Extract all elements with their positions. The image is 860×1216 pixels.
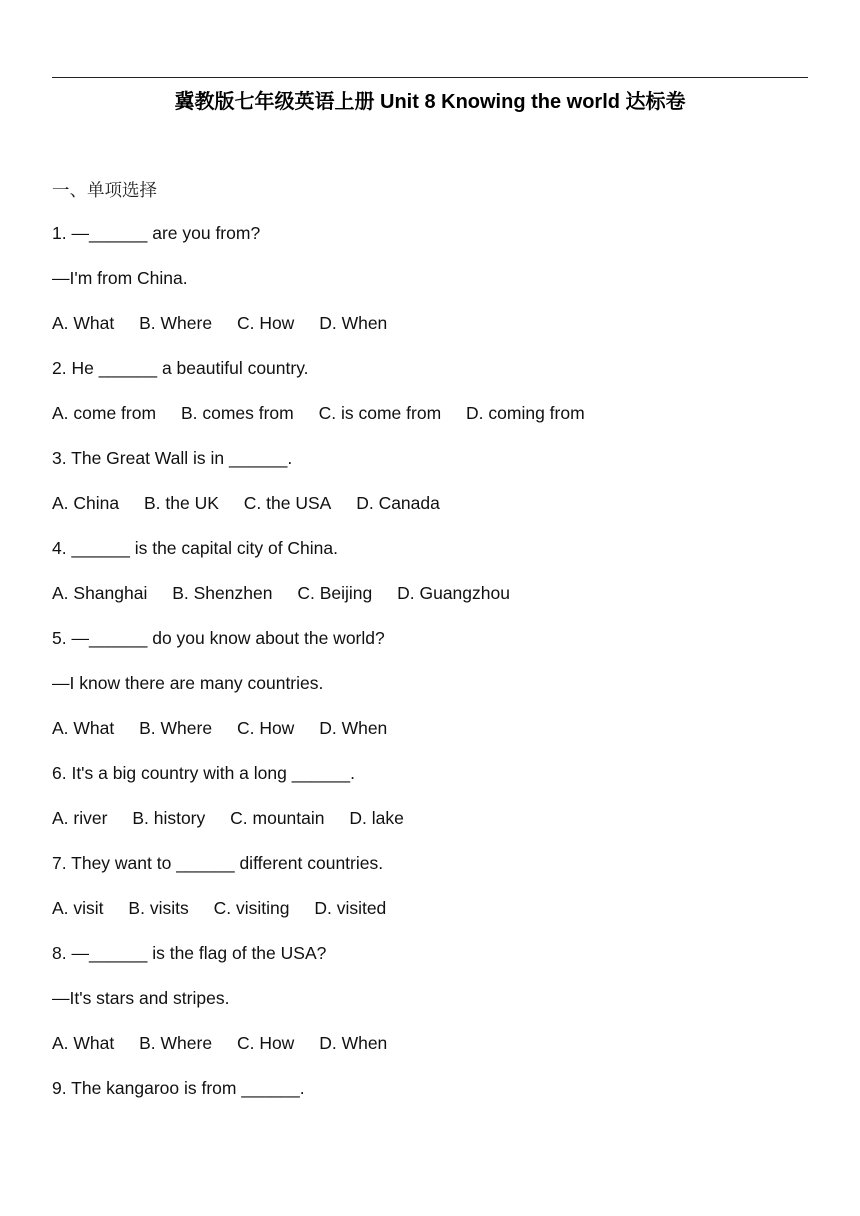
section-heading: 一、单项选择 bbox=[52, 181, 157, 201]
question-8-option-c: C. How bbox=[236, 1033, 295, 1053]
question-4-options bbox=[52, 581, 808, 626]
question-5-option-c: C. How bbox=[236, 718, 295, 738]
question-4-option-b: B. Shenzhen bbox=[172, 583, 273, 603]
document-title: 冀教版七年级英语上册 Unit 8 Knowing the world 达标卷 bbox=[174, 91, 686, 113]
question-4-option-c: C. Beijing bbox=[297, 583, 373, 603]
question-1-option-b: B. Where bbox=[139, 313, 213, 333]
question-8-option-b: B. Where bbox=[139, 1033, 213, 1053]
question-2-stem: 2. He ______ a beautiful country. bbox=[52, 358, 309, 378]
document-body bbox=[52, 176, 808, 1121]
question-1-answer-line: —I'm from China. bbox=[52, 268, 188, 288]
question-7-option-a: A. visit bbox=[52, 898, 104, 918]
question-7-options bbox=[52, 896, 808, 941]
question-6-option-a: A. river bbox=[52, 808, 108, 828]
question-2-options bbox=[52, 401, 808, 446]
question-6-option-c: C. mountain bbox=[230, 808, 325, 828]
question-8-answer-line: —It's stars and stripes. bbox=[52, 988, 230, 1008]
question-4-stem: 4. ______ is the capital city of China. bbox=[52, 538, 339, 558]
question-2-option-a: A. come from bbox=[52, 403, 157, 423]
question-5-answer-line: —I know there are many countries. bbox=[52, 673, 324, 693]
question-5-option-d: D. When bbox=[319, 718, 388, 738]
question-3-option-b: B. the UK bbox=[144, 493, 219, 513]
question-4-option-d: D. Guangzhou bbox=[397, 583, 510, 603]
question-7-stem: 7. They want to ______ different countries. bbox=[52, 853, 384, 873]
question-7-option-c: C. visiting bbox=[213, 898, 290, 918]
question-8-options bbox=[52, 1031, 808, 1076]
question-1-option-d: D. When bbox=[319, 313, 388, 333]
question-3-option-a: A. China bbox=[52, 493, 120, 513]
question-3-stem: 3. The Great Wall is in ______. bbox=[52, 448, 293, 468]
question-8-option-a: A. What bbox=[52, 1033, 115, 1053]
question-9-stem: 9. The kangaroo is from ______. bbox=[52, 1078, 305, 1098]
question-5-option-a: A. What bbox=[52, 718, 115, 738]
question-6-stem: 6. It's a big country with a long ______. bbox=[52, 763, 355, 783]
question-2-option-d: D. coming from bbox=[466, 403, 585, 423]
question-8-option-d: D. When bbox=[319, 1033, 388, 1053]
question-3-option-c: C. the USA bbox=[243, 493, 332, 513]
question-3-option-d: D. Canada bbox=[356, 493, 440, 513]
question-6-option-b: B. history bbox=[132, 808, 206, 828]
question-7-option-d: D. visited bbox=[314, 898, 387, 918]
question-1-option-c: C. How bbox=[236, 313, 295, 333]
question-7-option-b: B. visits bbox=[128, 898, 189, 918]
question-2-option-b: B. comes from bbox=[180, 403, 294, 423]
question-8-stem: 8. —______ is the flag of the USA? bbox=[52, 943, 327, 963]
question-6-options bbox=[52, 806, 808, 851]
question-5-options bbox=[52, 716, 808, 761]
question-5-option-b: B. Where bbox=[139, 718, 213, 738]
question-1-stem: 1. —______ are you from? bbox=[52, 223, 261, 243]
question-5-stem: 5. —______ do you know about the world? bbox=[52, 628, 385, 648]
question-4-option-a: A. Shanghai bbox=[52, 583, 148, 603]
question-3-options bbox=[52, 491, 808, 536]
header-rule bbox=[52, 77, 808, 78]
question-6-option-d: D. lake bbox=[349, 808, 404, 828]
question-1-options bbox=[52, 311, 808, 356]
question-1-option-a: A. What bbox=[52, 313, 115, 333]
question-2-option-c: C. is come from bbox=[318, 403, 442, 423]
